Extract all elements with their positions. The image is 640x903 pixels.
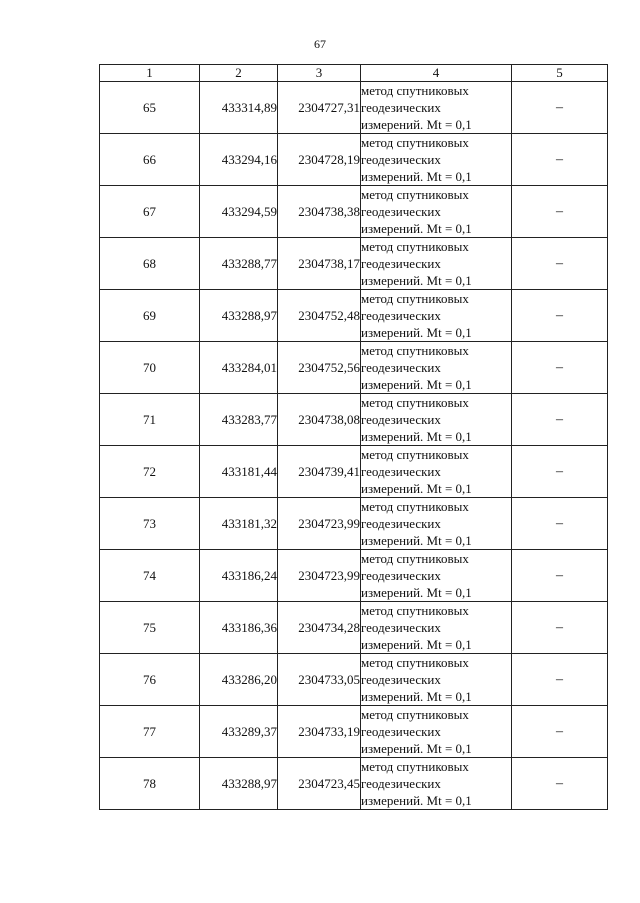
column-5-cell: – — [512, 498, 608, 550]
x-coordinate-cell: 433289,37 — [200, 706, 278, 758]
x-coordinate-cell: 433284,01 — [200, 342, 278, 394]
y-coordinate-cell: 2304723,99 — [278, 498, 361, 550]
method-cell — [361, 706, 512, 758]
y-coordinate-cell: 2304738,38 — [278, 186, 361, 238]
table-row — [100, 238, 608, 290]
x-coordinate-cell: 433186,36 — [200, 602, 278, 654]
point-number-cell: 67 — [100, 186, 200, 238]
method-line-1: метод спутниковых — [361, 603, 469, 618]
method-line-3: измерений. Mt = 0,1 — [361, 273, 472, 288]
column-header-2: 2 — [200, 65, 278, 82]
method-line-3: измерений. Mt = 0,1 — [361, 689, 472, 704]
x-coordinate-cell: 433288,97 — [200, 290, 278, 342]
y-coordinate-cell: 2304738,08 — [278, 394, 361, 446]
table-header-row — [100, 65, 608, 82]
x-coordinate-cell: 433294,16 — [200, 134, 278, 186]
table-row — [100, 602, 608, 654]
method-line-3: измерений. Mt = 0,1 — [361, 117, 472, 132]
x-coordinate-cell: 433314,89 — [200, 82, 278, 134]
column-5-cell: – — [512, 394, 608, 446]
column-header-3: 3 — [278, 65, 361, 82]
method-line-3: измерений. Mt = 0,1 — [361, 637, 472, 652]
column-5-cell: – — [512, 290, 608, 342]
page-number: 67 — [314, 37, 326, 51]
y-coordinate-cell: 2304739,41 — [278, 446, 361, 498]
y-coordinate-cell: 2304752,48 — [278, 290, 361, 342]
y-coordinate-cell: 2304738,17 — [278, 238, 361, 290]
column-5-cell: – — [512, 134, 608, 186]
method-line-1: метод спутниковых — [361, 187, 469, 202]
table-row — [100, 706, 608, 758]
method-line-3: измерений. Mt = 0,1 — [361, 793, 472, 808]
point-number-cell: 78 — [100, 758, 200, 810]
table-body — [100, 82, 608, 810]
method-line-1: метод спутниковых — [361, 759, 469, 774]
method-line-2: геодезических — [361, 360, 441, 375]
column-header-5: 5 — [512, 65, 608, 82]
table-row — [100, 290, 608, 342]
method-line-3: измерений. Mt = 0,1 — [361, 169, 472, 184]
column-header-4: 4 — [361, 65, 512, 82]
method-line-1: метод спутниковых — [361, 343, 469, 358]
method-line-1: метод спутниковых — [361, 707, 469, 722]
table-row — [100, 134, 608, 186]
x-coordinate-cell: 433186,24 — [200, 550, 278, 602]
x-coordinate-cell: 433181,44 — [200, 446, 278, 498]
table-row — [100, 758, 608, 810]
method-cell — [361, 238, 512, 290]
column-5-cell: – — [512, 82, 608, 134]
column-5-cell: – — [512, 186, 608, 238]
method-cell — [361, 550, 512, 602]
x-coordinate-cell: 433288,77 — [200, 238, 278, 290]
method-line-2: геодезических — [361, 724, 441, 739]
method-line-3: измерений. Mt = 0,1 — [361, 221, 472, 236]
method-line-3: измерений. Mt = 0,1 — [361, 429, 472, 444]
method-cell — [361, 290, 512, 342]
method-cell — [361, 602, 512, 654]
method-line-1: метод спутниковых — [361, 83, 469, 98]
table-row — [100, 82, 608, 134]
y-coordinate-cell: 2304733,05 — [278, 654, 361, 706]
method-cell — [361, 82, 512, 134]
method-line-1: метод спутниковых — [361, 135, 469, 150]
method-line-3: измерений. Mt = 0,1 — [361, 585, 472, 600]
point-number-cell: 65 — [100, 82, 200, 134]
point-number-cell: 72 — [100, 446, 200, 498]
method-line-2: геодезических — [361, 776, 441, 791]
column-5-cell: – — [512, 758, 608, 810]
method-line-3: измерений. Mt = 0,1 — [361, 325, 472, 340]
table-row — [100, 394, 608, 446]
point-number-cell: 75 — [100, 602, 200, 654]
column-5-cell: – — [512, 602, 608, 654]
method-line-1: метод спутниковых — [361, 499, 469, 514]
method-line-2: геодезических — [361, 516, 441, 531]
column-5-cell: – — [512, 706, 608, 758]
method-line-1: метод спутниковых — [361, 291, 469, 306]
method-line-2: геодезических — [361, 568, 441, 583]
method-line-2: геодезических — [361, 464, 441, 479]
method-line-1: метод спутниковых — [361, 239, 469, 254]
table-row — [100, 654, 608, 706]
method-line-3: измерений. Mt = 0,1 — [361, 741, 472, 756]
x-coordinate-cell: 433181,32 — [200, 498, 278, 550]
method-cell — [361, 186, 512, 238]
method-line-2: геодезических — [361, 256, 441, 271]
method-line-3: измерений. Mt = 0,1 — [361, 377, 472, 392]
method-line-2: геодезических — [361, 620, 441, 635]
x-coordinate-cell: 433288,97 — [200, 758, 278, 810]
method-line-1: метод спутниковых — [361, 447, 469, 462]
y-coordinate-cell: 2304727,31 — [278, 82, 361, 134]
y-coordinate-cell: 2304723,45 — [278, 758, 361, 810]
point-number-cell: 66 — [100, 134, 200, 186]
x-coordinate-cell: 433286,20 — [200, 654, 278, 706]
method-cell — [361, 498, 512, 550]
y-coordinate-cell: 2304723,99 — [278, 550, 361, 602]
table-row — [100, 446, 608, 498]
column-5-cell: – — [512, 446, 608, 498]
table-row — [100, 186, 608, 238]
y-coordinate-cell: 2304728,19 — [278, 134, 361, 186]
method-line-3: измерений. Mt = 0,1 — [361, 481, 472, 496]
y-coordinate-cell: 2304752,56 — [278, 342, 361, 394]
table-row — [100, 342, 608, 394]
method-cell — [361, 134, 512, 186]
column-5-cell: – — [512, 654, 608, 706]
method-cell — [361, 394, 512, 446]
point-number-cell: 69 — [100, 290, 200, 342]
method-line-2: геодезических — [361, 672, 441, 687]
method-cell — [361, 758, 512, 810]
point-number-cell: 76 — [100, 654, 200, 706]
table-row — [100, 498, 608, 550]
column-5-cell: – — [512, 342, 608, 394]
coordinates-table — [99, 64, 608, 810]
point-number-cell: 77 — [100, 706, 200, 758]
point-number-cell: 68 — [100, 238, 200, 290]
method-line-1: метод спутниковых — [361, 551, 469, 566]
method-cell — [361, 342, 512, 394]
y-coordinate-cell: 2304733,19 — [278, 706, 361, 758]
x-coordinate-cell: 433294,59 — [200, 186, 278, 238]
x-coordinate-cell: 433283,77 — [200, 394, 278, 446]
column-5-cell: – — [512, 550, 608, 602]
method-cell — [361, 654, 512, 706]
column-5-cell: – — [512, 238, 608, 290]
method-cell — [361, 446, 512, 498]
column-header-1: 1 — [100, 65, 200, 82]
method-line-1: метод спутниковых — [361, 655, 469, 670]
y-coordinate-cell: 2304734,28 — [278, 602, 361, 654]
method-line-2: геодезических — [361, 100, 441, 115]
point-number-cell: 71 — [100, 394, 200, 446]
table-row — [100, 550, 608, 602]
method-line-2: геодезических — [361, 152, 441, 167]
method-line-2: геодезических — [361, 204, 441, 219]
point-number-cell: 70 — [100, 342, 200, 394]
method-line-2: геодезических — [361, 412, 441, 427]
method-line-3: измерений. Mt = 0,1 — [361, 533, 472, 548]
method-line-1: метод спутниковых — [361, 395, 469, 410]
point-number-cell: 73 — [100, 498, 200, 550]
point-number-cell: 74 — [100, 550, 200, 602]
method-line-2: геодезических — [361, 308, 441, 323]
